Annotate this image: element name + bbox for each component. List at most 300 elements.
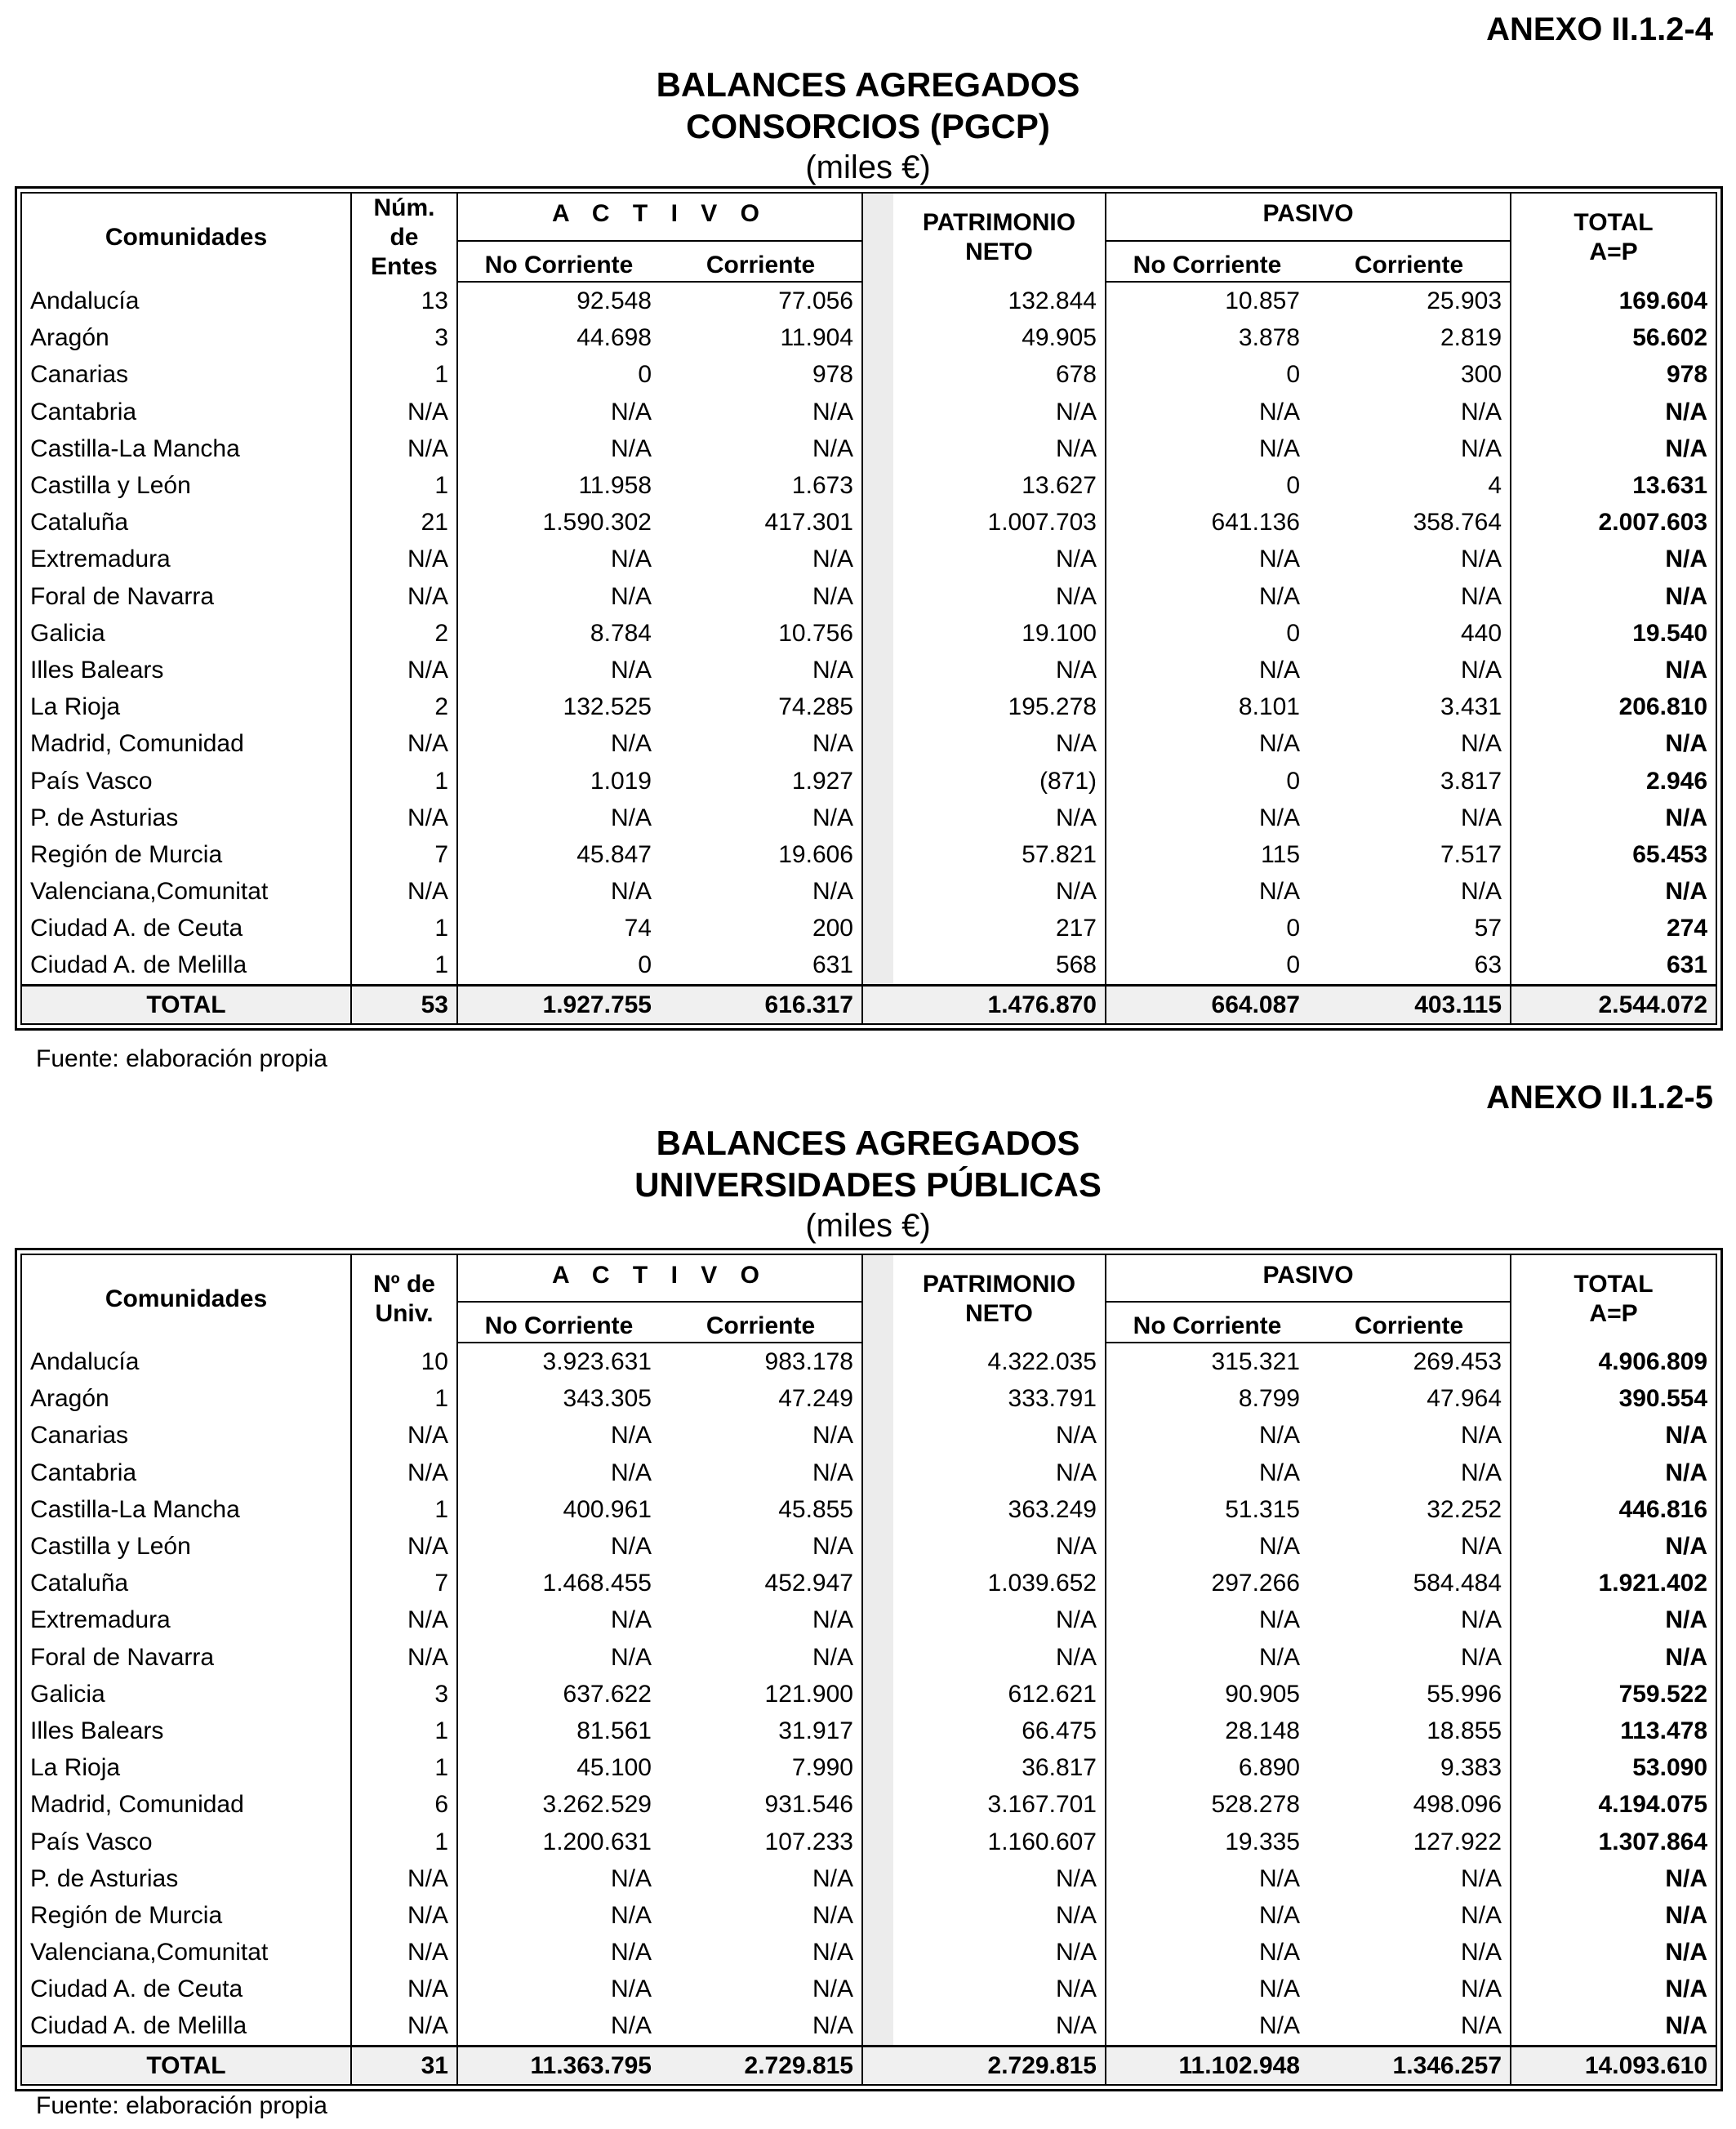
cell-total: N/A bbox=[1511, 652, 1716, 688]
cell-comunidad: Región de Murcia bbox=[30, 840, 223, 868]
cell-patrimonio-neto: N/A bbox=[1055, 1533, 1097, 1561]
cell-comunidad: TOTAL bbox=[21, 985, 351, 1024]
cell-comunidad: Extremadura bbox=[30, 1606, 171, 1634]
cell-pasivo-corriente: N/A bbox=[1461, 1643, 1502, 1671]
cell-activo-no-corriente: 0 bbox=[457, 946, 660, 985]
header-patrimonio-neto bbox=[893, 193, 1106, 282]
cell-comunidad: Foral de Navarra bbox=[30, 1643, 215, 1671]
cell-pasivo-no-corriente: 11.102.948 bbox=[1106, 2046, 1308, 2085]
header-comunidades: Comunidades bbox=[105, 1285, 268, 1312]
cell-pasivo-corriente: 63 bbox=[1474, 951, 1502, 979]
cell-pasivo-no-corriente: N/A bbox=[1106, 578, 1308, 615]
cell-total: N/A bbox=[1511, 394, 1716, 430]
cell-count: N/A bbox=[351, 1417, 457, 1454]
cell-comunidad: Galicia bbox=[30, 619, 105, 647]
cell-comunidad: La Rioja bbox=[30, 1754, 121, 1782]
cell-comunidad: P. de Asturias bbox=[30, 1864, 179, 1892]
cell-pasivo-corriente: N/A bbox=[1461, 1939, 1502, 1966]
table-row bbox=[21, 319, 1716, 356]
table-row bbox=[21, 1454, 1716, 1491]
cell-gap bbox=[862, 836, 893, 873]
cell-count: 10 bbox=[351, 1343, 457, 1380]
cell-activo-corriente: 2.729.815 bbox=[660, 2046, 862, 2085]
cell-gap bbox=[862, 688, 893, 725]
cell-patrimonio-neto: 2.729.815 bbox=[893, 2046, 1106, 2085]
cell-activo-corriente: N/A bbox=[812, 730, 853, 758]
cell-comunidad: Ciudad A. de Melilla bbox=[30, 2012, 247, 2040]
cell-comunidad: Madrid, Comunidad bbox=[30, 1791, 244, 1819]
table-row bbox=[21, 2007, 1716, 2046]
header-total-line1: TOTAL bbox=[1574, 209, 1654, 236]
cell-gap bbox=[862, 2046, 893, 2085]
cell-activo-no-corriente: N/A bbox=[457, 1860, 660, 1897]
cell-comunidad: Illes Balears bbox=[30, 656, 164, 684]
cell-total: 13.631 bbox=[1511, 467, 1716, 504]
table-row bbox=[21, 1713, 1716, 1749]
cell-activo-no-corriente: 343.305 bbox=[457, 1380, 660, 1417]
table-row bbox=[21, 725, 1716, 762]
cell-pasivo-corriente: 358.764 bbox=[1413, 509, 1502, 537]
cell-pasivo-no-corriente: N/A bbox=[1106, 725, 1308, 762]
cell-gap bbox=[862, 1713, 893, 1749]
cell-activo-corriente: 417.301 bbox=[764, 509, 853, 537]
header-count-line1: Nº de bbox=[373, 1270, 435, 1298]
cell-activo-no-corriente: 92.548 bbox=[457, 282, 660, 319]
cell-pasivo-no-corriente: 0 bbox=[1106, 356, 1308, 393]
cell-activo-corriente: N/A bbox=[812, 1459, 853, 1486]
total-row bbox=[21, 2046, 1716, 2085]
balance-table-frame bbox=[15, 1248, 1723, 2091]
cell-comunidad: Ciudad A. de Ceuta bbox=[30, 915, 243, 942]
cell-comunidad: Valenciana,Comunitat bbox=[30, 878, 269, 906]
cell-total: N/A bbox=[1511, 1639, 1716, 1676]
cell-comunidad: Valenciana,Comunitat bbox=[30, 1939, 269, 1966]
header-activo: A C T I V O bbox=[457, 193, 862, 242]
cell-pasivo-corriente: 55.996 bbox=[1427, 1680, 1502, 1708]
table-row bbox=[21, 836, 1716, 873]
header-patrimonio-line2: NETO bbox=[965, 1299, 1033, 1327]
cell-pasivo-corriente: 32.252 bbox=[1427, 1495, 1502, 1523]
cell-patrimonio-neto: 678 bbox=[1055, 361, 1097, 389]
cell-total: 2.946 bbox=[1511, 762, 1716, 799]
table-row bbox=[21, 1417, 1716, 1454]
table-row bbox=[21, 394, 1716, 430]
cell-count: N/A bbox=[351, 652, 457, 688]
table-row bbox=[21, 1676, 1716, 1713]
title-line-2: CONSORCIOS (PGCP) bbox=[686, 107, 1050, 145]
cell-patrimonio-neto: N/A bbox=[1055, 730, 1097, 758]
column-gap bbox=[862, 1254, 893, 1343]
cell-activo-no-corriente: 3.262.529 bbox=[457, 1786, 660, 1823]
cell-pasivo-corriente: N/A bbox=[1461, 1864, 1502, 1892]
cell-activo-no-corriente: 400.961 bbox=[457, 1491, 660, 1528]
cell-activo-no-corriente: N/A bbox=[457, 430, 660, 467]
cell-count: N/A bbox=[351, 1601, 457, 1638]
cell-count: N/A bbox=[351, 1934, 457, 1971]
cell-pasivo-corriente: N/A bbox=[1461, 2012, 1502, 2040]
source-note: Fuente: elaboración propia bbox=[36, 2092, 327, 2119]
cell-gap bbox=[862, 467, 893, 504]
cell-activo-corriente: 107.233 bbox=[764, 1828, 853, 1855]
cell-count: 31 bbox=[351, 2046, 457, 2085]
cell-total: 631 bbox=[1511, 946, 1716, 985]
cell-gap bbox=[862, 1934, 893, 1971]
cell-gap bbox=[862, 1860, 893, 1897]
cell-activo-corriente: N/A bbox=[812, 434, 853, 462]
cell-activo-corriente: N/A bbox=[812, 1864, 853, 1892]
table-title bbox=[0, 1122, 1736, 1247]
header-total-line2: A=P bbox=[1589, 238, 1638, 265]
cell-gap bbox=[862, 1491, 893, 1528]
cell-pasivo-no-corriente: N/A bbox=[1106, 799, 1308, 836]
title-line-2: UNIVERSIDADES PÚBLICAS bbox=[634, 1165, 1102, 1204]
cell-pasivo-no-corriente: 115 bbox=[1106, 836, 1308, 873]
cell-count: N/A bbox=[351, 1860, 457, 1897]
cell-count: 21 bbox=[351, 504, 457, 541]
cell-activo-no-corriente: 1.927.755 bbox=[457, 985, 660, 1024]
cell-total: N/A bbox=[1511, 1934, 1716, 1971]
cell-activo-no-corriente: 3.923.631 bbox=[457, 1343, 660, 1380]
units-label: (miles €) bbox=[805, 149, 931, 185]
cell-comunidad: Castilla y León bbox=[30, 472, 191, 500]
cell-pasivo-corriente: 3.817 bbox=[1440, 767, 1502, 795]
cell-activo-no-corriente: 44.698 bbox=[457, 319, 660, 356]
cell-activo-no-corriente: N/A bbox=[457, 873, 660, 910]
cell-pasivo-no-corriente: 0 bbox=[1106, 615, 1308, 652]
cell-count: 1 bbox=[351, 910, 457, 946]
balance-table-frame bbox=[15, 186, 1723, 1031]
header-activo-no-corriente: No Corriente bbox=[457, 1303, 660, 1343]
cell-gap bbox=[862, 541, 893, 577]
cell-total: 56.602 bbox=[1511, 319, 1716, 356]
cell-pasivo-corriente: N/A bbox=[1461, 804, 1502, 831]
cell-activo-corriente: 10.756 bbox=[778, 619, 853, 647]
cell-activo-no-corriente: N/A bbox=[457, 1971, 660, 2007]
cell-activo-corriente: 45.855 bbox=[778, 1495, 853, 1523]
cell-gap bbox=[862, 985, 893, 1024]
cell-gap bbox=[862, 615, 893, 652]
cell-activo-no-corriente: 74 bbox=[457, 910, 660, 946]
table-row bbox=[21, 762, 1716, 799]
cell-pasivo-corriente: 2.819 bbox=[1440, 324, 1502, 352]
cell-activo-corriente: 19.606 bbox=[778, 840, 853, 868]
cell-total: 53.090 bbox=[1511, 1749, 1716, 1786]
cell-total: N/A bbox=[1511, 1897, 1716, 1934]
cell-total: 19.540 bbox=[1511, 615, 1716, 652]
table-row bbox=[21, 910, 1716, 946]
cell-count: 6 bbox=[351, 1786, 457, 1823]
table-row bbox=[21, 1601, 1716, 1638]
cell-pasivo-corriente: 127.922 bbox=[1413, 1828, 1502, 1855]
cell-total: 2.007.603 bbox=[1511, 504, 1716, 541]
cell-activo-corriente: 616.317 bbox=[660, 985, 862, 1024]
cell-pasivo-no-corriente: N/A bbox=[1106, 2007, 1308, 2046]
cell-activo-no-corriente: N/A bbox=[457, 394, 660, 430]
cell-pasivo-corriente: 498.096 bbox=[1413, 1791, 1502, 1819]
table-row bbox=[21, 282, 1716, 319]
table-row bbox=[21, 1565, 1716, 1601]
cell-activo-no-corriente: 637.622 bbox=[457, 1676, 660, 1713]
cell-activo-no-corriente: N/A bbox=[457, 1528, 660, 1565]
table-row bbox=[21, 1786, 1716, 1823]
balance-table bbox=[20, 1254, 1717, 2086]
cell-patrimonio-neto: 13.627 bbox=[1022, 472, 1097, 500]
cell-pasivo-no-corriente: 297.266 bbox=[1106, 1565, 1308, 1601]
cell-activo-corriente: N/A bbox=[812, 1606, 853, 1634]
cell-activo-corriente: 978 bbox=[812, 361, 853, 389]
cell-total: N/A bbox=[1511, 725, 1716, 762]
cell-total: N/A bbox=[1511, 799, 1716, 836]
cell-count: 2 bbox=[351, 688, 457, 725]
annex-code: ANEXO II.1.2-5 bbox=[1486, 1080, 1713, 1116]
cell-activo-no-corriente: 1.019 bbox=[457, 762, 660, 799]
cell-gap bbox=[862, 725, 893, 762]
cell-patrimonio-neto: N/A bbox=[1055, 1459, 1097, 1486]
cell-count: 2 bbox=[351, 615, 457, 652]
cell-pasivo-no-corriente: 28.148 bbox=[1106, 1713, 1308, 1749]
cell-total: 390.554 bbox=[1511, 1380, 1716, 1417]
cell-pasivo-corriente: 403.115 bbox=[1308, 985, 1511, 1024]
cell-gap bbox=[862, 946, 893, 985]
cell-pasivo-corriente: 25.903 bbox=[1427, 287, 1502, 315]
cell-patrimonio-neto: 19.100 bbox=[1022, 619, 1097, 647]
annex-code: ANEXO II.1.2-4 bbox=[1486, 11, 1713, 47]
cell-pasivo-corriente: 18.855 bbox=[1427, 1717, 1502, 1744]
cell-gap bbox=[862, 282, 893, 319]
header-pasivo: PASIVO bbox=[1106, 1254, 1511, 1303]
cell-gap bbox=[862, 2007, 893, 2046]
cell-pasivo-corriente: 3.431 bbox=[1440, 693, 1502, 721]
cell-comunidad: Castilla y León bbox=[30, 1533, 191, 1561]
cell-total: 206.810 bbox=[1511, 688, 1716, 725]
cell-activo-no-corriente: 0 bbox=[457, 356, 660, 393]
cell-pasivo-no-corriente: N/A bbox=[1106, 1639, 1308, 1676]
cell-pasivo-corriente: N/A bbox=[1461, 546, 1502, 573]
header-total-line2: A=P bbox=[1589, 1299, 1638, 1327]
header-pasivo-corriente: Corriente bbox=[1308, 242, 1511, 282]
source-note: Fuente: elaboración propia bbox=[36, 1045, 327, 1072]
cell-gap bbox=[862, 1639, 893, 1676]
cell-pasivo-no-corriente: 641.136 bbox=[1106, 504, 1308, 541]
cell-comunidad: Cantabria bbox=[30, 398, 137, 425]
cell-count: N/A bbox=[351, 1639, 457, 1676]
cell-gap bbox=[862, 1528, 893, 1565]
cell-activo-no-corriente: 45.100 bbox=[457, 1749, 660, 1786]
cell-comunidad: Canarias bbox=[30, 1422, 129, 1450]
header-university-count bbox=[351, 1254, 457, 1343]
cell-activo-corriente: 31.917 bbox=[778, 1717, 853, 1744]
table-row bbox=[21, 504, 1716, 541]
cell-total: 113.478 bbox=[1511, 1713, 1716, 1749]
cell-pasivo-corriente: N/A bbox=[1461, 582, 1502, 610]
cell-patrimonio-neto: 363.249 bbox=[1008, 1495, 1097, 1523]
cell-count: N/A bbox=[351, 725, 457, 762]
cell-count: N/A bbox=[351, 1897, 457, 1934]
cell-patrimonio-neto: (871) bbox=[1039, 767, 1097, 795]
header-patrimonio-line1: PATRIMONIO bbox=[922, 209, 1076, 236]
cell-pasivo-corriente: N/A bbox=[1461, 730, 1502, 758]
cell-activo-corriente: 1.927 bbox=[791, 767, 853, 795]
cell-count: 1 bbox=[351, 1380, 457, 1417]
cell-comunidad: TOTAL bbox=[21, 2046, 351, 2085]
cell-pasivo-no-corriente: 90.905 bbox=[1106, 1676, 1308, 1713]
cell-gap bbox=[862, 1676, 893, 1713]
table-row bbox=[21, 430, 1716, 467]
cell-activo-corriente: N/A bbox=[812, 804, 853, 831]
cell-comunidad: Cataluña bbox=[30, 1570, 129, 1597]
cell-patrimonio-neto: N/A bbox=[1055, 804, 1097, 831]
cell-activo-corriente: 74.285 bbox=[778, 693, 853, 721]
cell-gap bbox=[862, 1786, 893, 1823]
cell-patrimonio-neto: N/A bbox=[1055, 878, 1097, 906]
table-row bbox=[21, 615, 1716, 652]
header-patrimonio-neto bbox=[893, 1254, 1106, 1343]
cell-patrimonio-neto: 333.791 bbox=[1008, 1385, 1097, 1413]
cell-activo-no-corriente: N/A bbox=[457, 1639, 660, 1676]
cell-activo-corriente: 931.546 bbox=[764, 1791, 853, 1819]
cell-activo-corriente: N/A bbox=[812, 2012, 853, 2040]
table-row bbox=[21, 1823, 1716, 1860]
cell-patrimonio-neto: N/A bbox=[1055, 1422, 1097, 1450]
cell-count: 1 bbox=[351, 1749, 457, 1786]
header-total bbox=[1511, 1254, 1716, 1343]
cell-comunidad: Foral de Navarra bbox=[30, 582, 215, 610]
cell-gap bbox=[862, 1454, 893, 1491]
cell-patrimonio-neto: 57.821 bbox=[1022, 840, 1097, 868]
cell-gap bbox=[862, 873, 893, 910]
cell-activo-no-corriente: N/A bbox=[457, 2007, 660, 2046]
cell-activo-corriente: 200 bbox=[812, 915, 853, 942]
cell-activo-corriente: N/A bbox=[812, 1901, 853, 1929]
table-row bbox=[21, 1528, 1716, 1565]
cell-pasivo-no-corriente: N/A bbox=[1106, 652, 1308, 688]
cell-patrimonio-neto: N/A bbox=[1055, 656, 1097, 684]
cell-comunidad: Andalucía bbox=[30, 1347, 140, 1375]
table-row bbox=[21, 652, 1716, 688]
cell-pasivo-corriente: N/A bbox=[1461, 1422, 1502, 1450]
cell-activo-corriente: 121.900 bbox=[764, 1680, 853, 1708]
cell-pasivo-corriente: 269.453 bbox=[1413, 1348, 1502, 1376]
cell-patrimonio-neto: 195.278 bbox=[1008, 693, 1097, 721]
cell-total: N/A bbox=[1511, 430, 1716, 467]
cell-activo-corriente: N/A bbox=[812, 546, 853, 573]
cell-total: N/A bbox=[1511, 578, 1716, 615]
cell-patrimonio-neto: 49.905 bbox=[1022, 324, 1097, 352]
cell-pasivo-corriente: 7.517 bbox=[1440, 840, 1502, 868]
cell-patrimonio-neto: 36.817 bbox=[1022, 1754, 1097, 1782]
cell-total: N/A bbox=[1511, 1601, 1716, 1638]
cell-activo-corriente: 7.990 bbox=[791, 1754, 853, 1782]
cell-activo-no-corriente: 1.468.455 bbox=[457, 1565, 660, 1601]
cell-count: 1 bbox=[351, 1491, 457, 1528]
cell-count: 13 bbox=[351, 282, 457, 319]
cell-activo-corriente: N/A bbox=[812, 1422, 853, 1450]
header-activo-corriente: Corriente bbox=[660, 1303, 862, 1343]
cell-total: 446.816 bbox=[1511, 1491, 1716, 1528]
cell-count: 3 bbox=[351, 319, 457, 356]
cell-pasivo-no-corriente: 6.890 bbox=[1106, 1749, 1308, 1786]
cell-count: N/A bbox=[351, 1528, 457, 1565]
header-activo-no-corriente: No Corriente bbox=[457, 242, 660, 282]
cell-activo-corriente: 631 bbox=[812, 951, 853, 979]
cell-activo-corriente: 47.249 bbox=[778, 1385, 853, 1413]
table-row bbox=[21, 1639, 1716, 1676]
table-row bbox=[21, 467, 1716, 504]
header-total bbox=[1511, 193, 1716, 282]
cell-patrimonio-neto: N/A bbox=[1055, 1901, 1097, 1929]
cell-gap bbox=[862, 394, 893, 430]
cell-total: 4.906.809 bbox=[1511, 1343, 1716, 1380]
cell-pasivo-no-corriente: 8.799 bbox=[1106, 1380, 1308, 1417]
cell-pasivo-corriente: 9.383 bbox=[1440, 1754, 1502, 1782]
cell-total: 978 bbox=[1511, 356, 1716, 393]
cell-count: N/A bbox=[351, 873, 457, 910]
cell-gap bbox=[862, 652, 893, 688]
cell-pasivo-no-corriente: N/A bbox=[1106, 1934, 1308, 1971]
cell-total: 169.604 bbox=[1511, 282, 1716, 319]
header-count-line2: de bbox=[389, 224, 419, 251]
units-label: (miles €) bbox=[805, 1208, 931, 1244]
cell-total: 759.522 bbox=[1511, 1676, 1716, 1713]
cell-gap bbox=[862, 356, 893, 393]
title-line-1: BALANCES AGREGADOS bbox=[656, 1124, 1080, 1162]
cell-patrimonio-neto: N/A bbox=[1055, 582, 1097, 610]
cell-patrimonio-neto: 217 bbox=[1055, 915, 1097, 942]
cell-total: N/A bbox=[1511, 873, 1716, 910]
cell-patrimonio-neto: N/A bbox=[1055, 546, 1097, 573]
cell-gap bbox=[862, 799, 893, 836]
cell-activo-no-corriente: N/A bbox=[457, 1454, 660, 1491]
cell-pasivo-no-corriente: 0 bbox=[1106, 946, 1308, 985]
cell-comunidad: Cataluña bbox=[30, 509, 129, 537]
cell-count: N/A bbox=[351, 541, 457, 577]
cell-count: N/A bbox=[351, 394, 457, 430]
header-comunidades: Comunidades bbox=[105, 224, 268, 251]
cell-pasivo-no-corriente: 0 bbox=[1106, 467, 1308, 504]
cell-activo-no-corriente: N/A bbox=[457, 1934, 660, 1971]
cell-gap bbox=[862, 1749, 893, 1786]
cell-activo-corriente: N/A bbox=[812, 1975, 853, 2003]
cell-patrimonio-neto: N/A bbox=[1055, 398, 1097, 425]
cell-gap bbox=[862, 1417, 893, 1454]
cell-pasivo-corriente: N/A bbox=[1461, 398, 1502, 425]
cell-comunidad: País Vasco bbox=[30, 1828, 153, 1855]
header-patrimonio-line2: NETO bbox=[965, 238, 1033, 265]
cell-activo-no-corriente: N/A bbox=[457, 799, 660, 836]
cell-pasivo-no-corriente: N/A bbox=[1106, 394, 1308, 430]
cell-gap bbox=[862, 578, 893, 615]
cell-activo-corriente: 11.904 bbox=[780, 324, 853, 352]
cell-patrimonio-neto: 1.160.607 bbox=[987, 1828, 1097, 1855]
cell-comunidad: P. de Asturias bbox=[30, 804, 179, 831]
cell-patrimonio-neto: N/A bbox=[1055, 1864, 1097, 1892]
cell-pasivo-no-corriente: N/A bbox=[1106, 541, 1308, 577]
cell-pasivo-corriente: 1.346.257 bbox=[1308, 2046, 1511, 2085]
cell-activo-corriente: N/A bbox=[812, 1643, 853, 1671]
table-row bbox=[21, 946, 1716, 985]
title-line-1: BALANCES AGREGADOS bbox=[656, 65, 1080, 104]
cell-total: 1.921.402 bbox=[1511, 1565, 1716, 1601]
cell-activo-no-corriente: 81.561 bbox=[457, 1713, 660, 1749]
total-row bbox=[21, 985, 1716, 1024]
cell-patrimonio-neto: 3.167.701 bbox=[987, 1791, 1097, 1819]
cell-count: 1 bbox=[351, 1823, 457, 1860]
cell-pasivo-no-corriente: N/A bbox=[1106, 1897, 1308, 1934]
cell-count: N/A bbox=[351, 1971, 457, 2007]
header-pasivo-no-corriente: No Corriente bbox=[1106, 242, 1308, 282]
cell-pasivo-no-corriente: N/A bbox=[1106, 1528, 1308, 1565]
cell-activo-corriente: N/A bbox=[812, 398, 853, 425]
